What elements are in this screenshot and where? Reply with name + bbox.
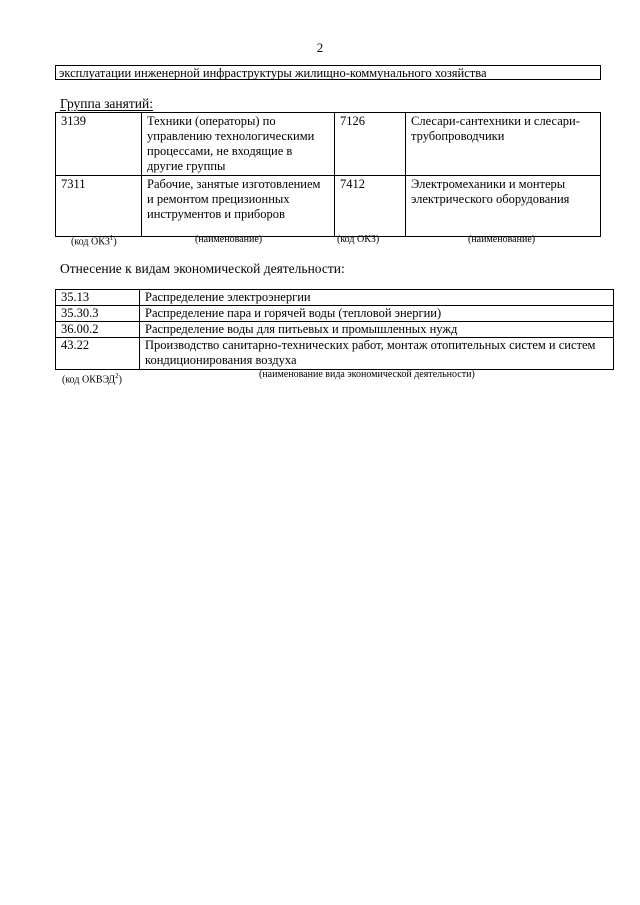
okved-code-cell: 36.00.2 bbox=[56, 322, 140, 338]
table-row bbox=[56, 290, 614, 306]
occupation-name-cell: Техники (операторы) по управлению технологическими процессами, не входящие в другие группы bbox=[142, 113, 335, 176]
okved-code-cell: 43.22 bbox=[56, 338, 140, 370]
okved-code-cell: 35.30.3 bbox=[56, 306, 140, 322]
econ-activity-title: Отнесение к видам экономической деятельности: bbox=[60, 261, 345, 276]
occupation-name-cell: Слесари-сантехники и слесари-трубопроводчики bbox=[406, 113, 601, 176]
table-row bbox=[56, 306, 614, 322]
occupation-name-cell: Рабочие, занятые изготовлением и ремонтом прецизионных инструментов и приборов bbox=[142, 176, 335, 237]
activity-name-cell: Распределение воды для питьевых и промышленных нужд bbox=[140, 322, 614, 338]
econ-activity-table bbox=[55, 289, 614, 370]
okz-code-cell: 3139 bbox=[56, 113, 142, 176]
okz-code-cell: 7126 bbox=[335, 113, 406, 176]
occupation-group-title: Группа занятий: bbox=[60, 96, 153, 111]
activity-name-cell: Распределение пара и горячей воды (тепловой энергии) bbox=[140, 306, 614, 322]
name-caption: (наименование) bbox=[195, 234, 263, 245]
page-number: 2 bbox=[316, 40, 324, 55]
table-row bbox=[56, 338, 614, 370]
activity-name-cell: Распределение электроэнергии bbox=[140, 290, 614, 306]
okved-code-cell: 35.13 bbox=[56, 290, 140, 306]
table-row bbox=[56, 113, 601, 176]
okved-code-caption: (код ОКВЭД$^2$) bbox=[62, 372, 122, 386]
okz-code-cell: 7311 bbox=[56, 176, 142, 237]
okz-code-caption-2: (код ОКЗ) bbox=[337, 234, 380, 245]
activity-name-caption: (наименование вида экономической деятельности) bbox=[259, 369, 475, 380]
occupation-table bbox=[55, 112, 601, 237]
header-continuation: эксплуатации инженерной инфраструктуры жилищно-коммунального хозяйства bbox=[55, 65, 601, 80]
okz-code-cell: 7412 bbox=[335, 176, 406, 237]
table-row bbox=[56, 322, 614, 338]
activity-name-cell: Производство санитарно-технических работ, монтаж отопительных систем и систем кондиционирования воздуха bbox=[140, 338, 614, 370]
name-caption-2: (наименование) bbox=[468, 234, 536, 245]
okz-code-caption: (код ОКЗ$^1$) bbox=[71, 234, 117, 248]
table-row bbox=[56, 176, 601, 237]
occupation-name-cell: Электромеханики и монтеры электрического оборудования bbox=[406, 176, 601, 237]
